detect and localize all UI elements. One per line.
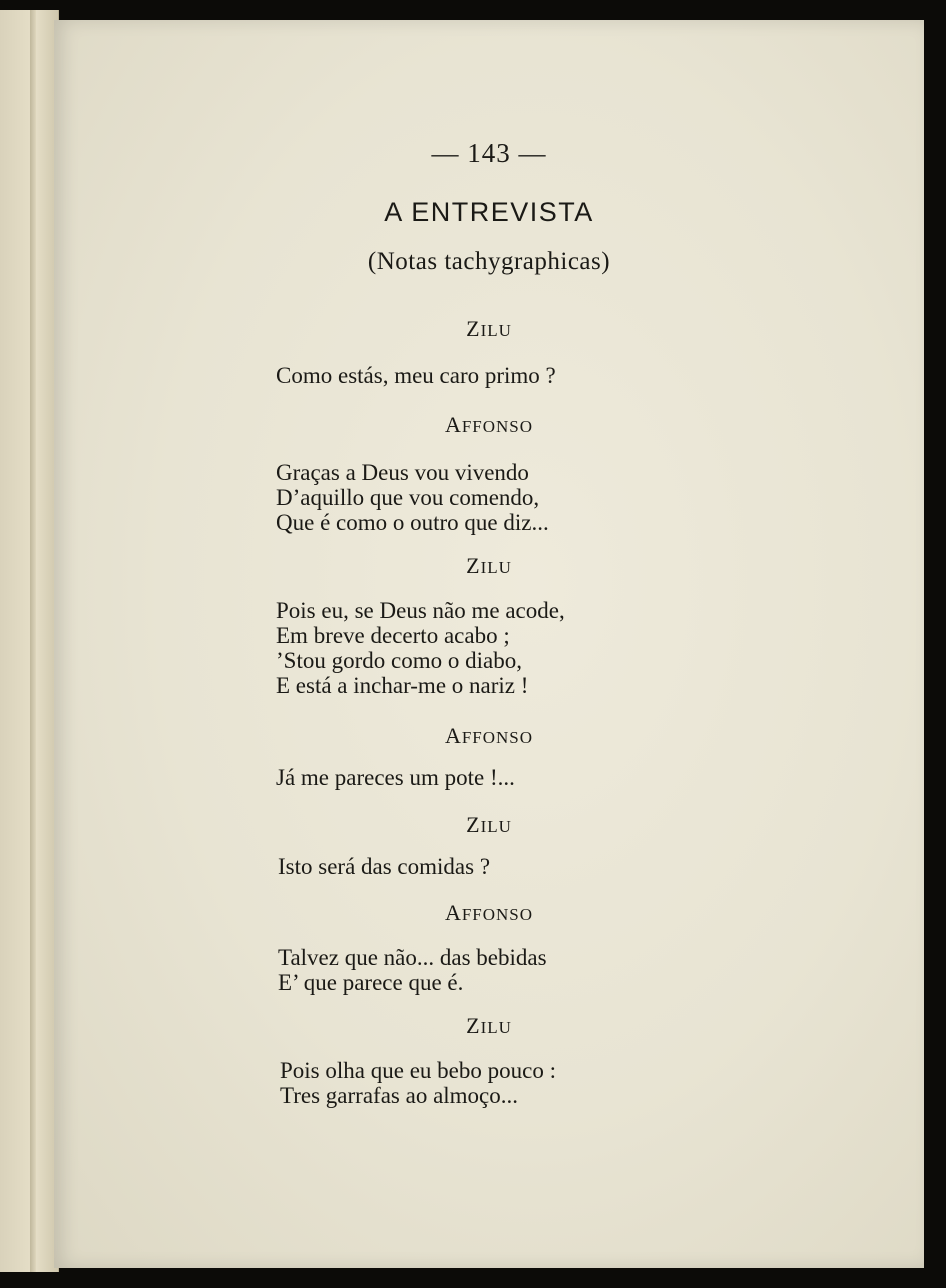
speaker-name	[54, 553, 924, 579]
verse-line: Que é como o outro que diz...	[276, 510, 549, 535]
verse-line: D’aquillo que vou comendo,	[276, 485, 540, 510]
verse-line: Já me pareces um pote !...	[276, 765, 515, 790]
stanza	[278, 945, 547, 995]
stanza	[276, 765, 515, 790]
speaker-name	[54, 812, 924, 838]
verse-line: Como estás, meu caro primo ?	[276, 363, 556, 388]
speaker-initial: A	[444, 900, 462, 925]
speaker-rest: ILU	[480, 558, 512, 577]
speaker-initial: Z	[466, 1013, 481, 1038]
speaker-name	[54, 1013, 924, 1039]
facing-page-edge	[0, 10, 59, 1272]
book-page	[54, 20, 924, 1268]
stanza	[276, 598, 565, 698]
verse-line: Pois eu, se Deus não me acode,	[276, 598, 565, 623]
verse-line: Isto será das comidas ?	[278, 854, 491, 879]
speaker-name	[54, 900, 924, 926]
binding-shadow	[30, 10, 36, 1272]
verse-line: E’ que parece que é.	[278, 970, 464, 995]
speaker-initial: A	[444, 412, 462, 437]
verse-line: Em breve decerto acabo ;	[276, 623, 510, 648]
verse-line: E está a inchar-me o nariz !	[276, 673, 529, 698]
speaker-rest: FFONSO	[461, 905, 534, 924]
page-number: — 143 —	[431, 138, 547, 168]
speaker-name	[54, 412, 924, 438]
stanza	[280, 1058, 556, 1108]
speaker-rest: ILU	[480, 817, 512, 836]
speaker-initial: Z	[466, 316, 481, 341]
verse-line: ’Stou gordo como o diabo,	[276, 648, 522, 673]
speaker-initial: Z	[466, 812, 481, 837]
speaker-name	[54, 316, 924, 342]
speaker-name	[54, 723, 924, 749]
stanza	[278, 854, 490, 879]
verse-line: Talvez que não... das bebidas	[278, 945, 547, 970]
speaker-initial: A	[444, 723, 462, 748]
verse-line: Tres garrafas ao almoço...	[280, 1083, 519, 1108]
speaker-rest: FFONSO	[461, 728, 534, 747]
speaker-rest: ILU	[480, 1018, 512, 1037]
speaker-initial: Z	[466, 553, 481, 578]
stanza	[276, 363, 556, 388]
verse-line: Graças a Deus vou vivendo	[276, 460, 529, 485]
page-subtitle: (Notas tachygraphicas)	[367, 248, 611, 275]
verse-line: Pois olha que eu bebo pouco :	[280, 1058, 556, 1083]
page-title: A ENTREVISTA	[384, 197, 594, 227]
stanza	[276, 460, 549, 535]
speaker-rest: FFONSO	[461, 417, 534, 436]
speaker-rest: ILU	[480, 321, 512, 340]
